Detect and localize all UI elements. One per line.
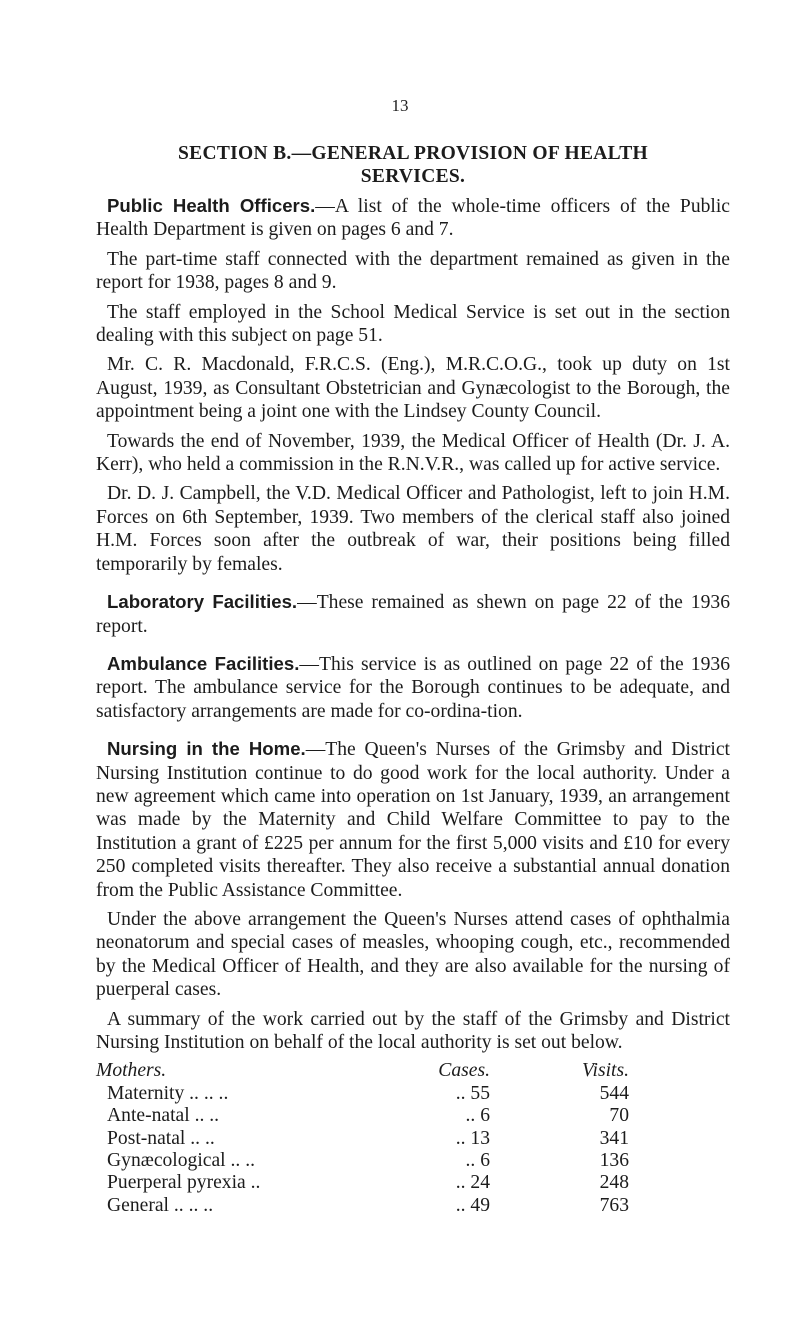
- nursing-arrangement-paragraph: Under the above arrangement the Queen's Nurses attend cases of ophthalmia neonatorum and special cases of measles, whooping cough, etc., recommended by the Medical Officer of Health, and they are also available for the nursing of puerperal cases.: [96, 908, 730, 1001]
- row-visits: 248: [599, 1172, 629, 1194]
- nursing-summary-table: [96, 1060, 629, 1217]
- section-title: [96, 142, 730, 188]
- laboratory-paragraph: [96, 590, 730, 638]
- school-medical-staff-paragraph: The staff employed in the School Medical Service is set out in the section dealing with this subject on page 51.: [96, 301, 730, 347]
- header-cases: Cases.: [438, 1060, 490, 1082]
- row-cases: .. 49: [455, 1194, 490, 1216]
- row-label: Maternity .. .. ..: [107, 1082, 229, 1104]
- vd-officer-paragraph: Dr. D. J. Campbell, the V.D. Medical Officer and Pathologist, left to join H.M. Forces on 6th September, 1939. Two members of the clerical staff also joined H.M. Forces soon after the outbreak of war, their positions being filled temporarily by females.: [96, 483, 730, 575]
- medical-officer-paragraph: Towards the end of November, 1939, the Medical Officer of Health (Dr. J. A. Kerr), who held a commission in the R.N.V.R., was called up for active service.: [96, 430, 730, 476]
- row-label: Post-natal .. ..: [107, 1127, 215, 1149]
- part-time-staff-paragraph: The part-time staff connected with the department remained as given in the report for 1938, pages 8 and 9.: [96, 248, 730, 294]
- row-visits: 763: [599, 1194, 629, 1216]
- page-number: 13: [391, 96, 409, 115]
- page-content: [96, 142, 730, 1217]
- row-visits: 136: [599, 1150, 629, 1172]
- table-row: [96, 1172, 629, 1194]
- laboratory-heading: Laboratory Facilities.: [107, 591, 298, 613]
- header-mothers: Mothers.: [96, 1060, 167, 1082]
- nursing-paragraph: [96, 737, 730, 902]
- section-title-line2: SERVICES.: [360, 166, 466, 187]
- table-row: [96, 1150, 629, 1172]
- section-title-line1: SECTION B.—GENERAL PROVISION OF HEALTH: [178, 143, 648, 164]
- table-header-row: [96, 1060, 629, 1082]
- nursing-heading: Nursing in the Home.: [107, 738, 306, 760]
- public-health-officers-heading: Public Health Officers.: [107, 195, 316, 216]
- ambulance-paragraph: [96, 652, 730, 723]
- row-label: Gynæcological .. ..: [107, 1150, 256, 1172]
- consultant-obstetrician-paragraph: Mr. C. R. Macdonald, F.R.C.S. (Eng.), M.R.C.O.G., took up duty on 1st August, 1939, as Consultant Obstetrician and Gynæcologist to the Borough, the appointment being a joint one with the Lindsey County Council.: [96, 354, 730, 423]
- row-cases: .. 6: [465, 1150, 490, 1172]
- public-health-officers-text: —A list of the whole-time officers of the Public Health Department is given on pages 6 and 7.: [96, 196, 730, 241]
- table-row: [96, 1083, 629, 1105]
- ambulance-heading: Ambulance Facilities.: [107, 652, 300, 674]
- row-label: Puerperal pyrexia ..: [107, 1172, 261, 1194]
- row-visits: 544: [599, 1082, 629, 1104]
- row-cases: .. 24: [455, 1172, 490, 1194]
- table-row: [96, 1195, 629, 1217]
- table-row: [96, 1128, 629, 1150]
- public-health-officers-paragraph: [96, 194, 730, 242]
- row-cases: .. 55: [455, 1082, 490, 1104]
- row-label: General .. .. ..: [107, 1194, 214, 1216]
- row-cases: .. 13: [455, 1127, 490, 1149]
- row-visits: 70: [609, 1105, 629, 1127]
- laboratory-text: —These remained as shewn on page 22 of the 1936 report.: [96, 592, 730, 637]
- nursing-summary-intro-paragraph: A summary of the work carried out by the staff of the Grimsby and District Nursing Institution on behalf of the local authority is set out below.: [96, 1008, 730, 1053]
- header-visits: Visits.: [582, 1060, 629, 1082]
- ambulance-text: —This service is as outlined on page 22 of the 1936 report. The ambulance service for the Borough continues to be adequate, and satisfactory arrangements are made for co-ordina-tion.: [96, 653, 730, 722]
- row-visits: 341: [599, 1127, 629, 1149]
- row-cases: .. 6: [465, 1105, 490, 1127]
- table-row: [96, 1105, 629, 1127]
- nursing-text: —The Queen's Nurses of the Grimsby and District Nursing Institution continue to do good work for the local authority. Under a new agreement which came into operation on 1st January, 1939, an arrangement was made by the Maternity and Child Welfare Committee to pay to the Institution a grant of £225 per annum for the first 5,000 visits and £10 for every 250 completed visits thereafter. They also receive a substantial annual donation from the Public Assistance Committee.: [96, 739, 730, 901]
- row-label: Ante-natal .. ..: [107, 1105, 220, 1127]
